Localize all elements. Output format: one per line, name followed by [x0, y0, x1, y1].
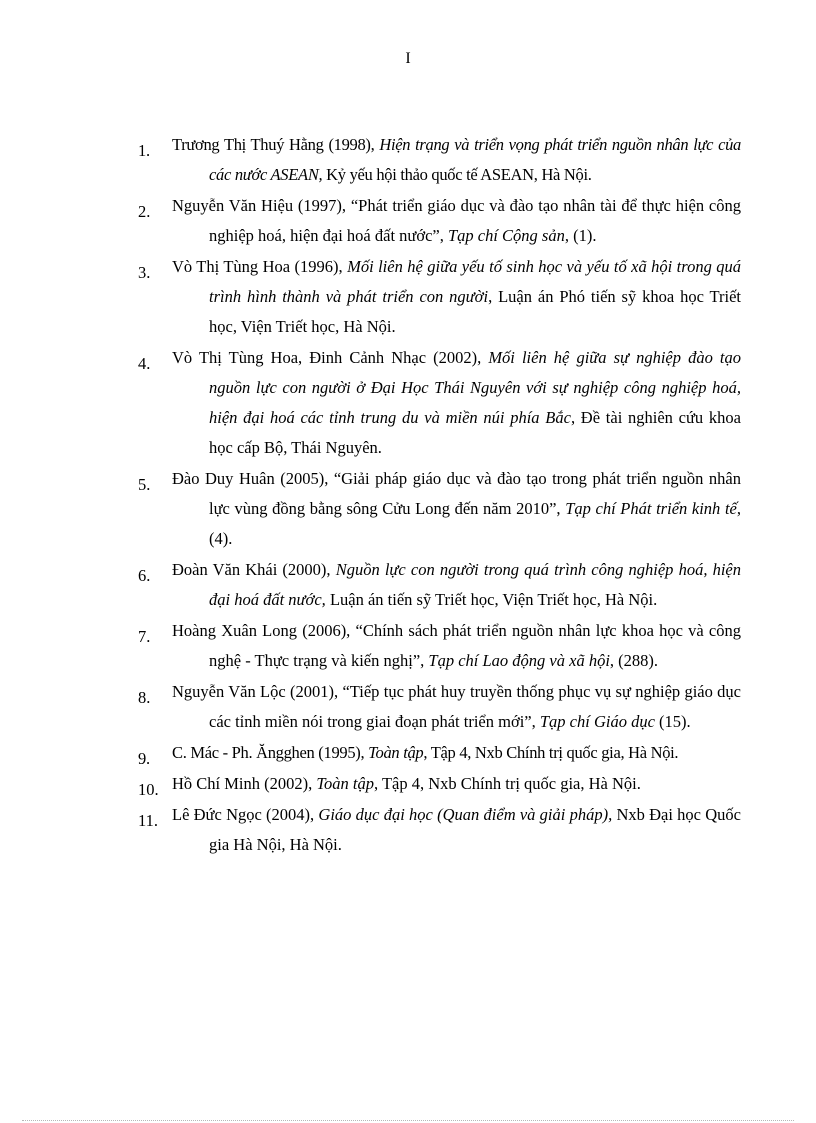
reference-segment: C. Mác - Ph. Ăngghen (1995),: [172, 743, 369, 762]
reference-item: [138, 191, 741, 251]
reference-segment: , Tập 4, Nxb Chính trị quốc gia, Hà Nội.: [374, 774, 641, 793]
reference-title: Mối liên hệ giữa yếu tố sinh học và yếu tố xã hội trong quá trình hình thành và phát triển con người: [209, 257, 741, 306]
reference-number: 9.: [138, 749, 150, 768]
reference-segment: Vò Thị Tùng Hoa, Đinh Cảnh Nhạc (2002),: [172, 348, 489, 367]
reference-segment: Lê Đức Ngọc (2004),: [172, 805, 319, 824]
reference-title: Mối liên hệ giữa sự nghiệp đào tạo nguồn lực con người ở Đại Học Thái Nguyên với sự nghiệp công nghiệp hoá, hiện đại hoá các tỉnh trung du và miền núi phía Bắc: [209, 348, 741, 427]
reference-number: 5.: [138, 475, 151, 494]
reference-text: [138, 800, 741, 860]
reference-segment: Nguyễn Văn Lộc (2001), “Tiếp tục phát huy truyền thống phục vụ sự nghiệp giáo dục các tỉnh miền nói trong giai đoạn phát triển mới”,: [172, 682, 741, 731]
reference-text: [138, 555, 741, 615]
reference-item: [138, 738, 741, 768]
reference-number: 2.: [138, 202, 151, 221]
reference-title: Nguồn lực con người trong quá trình công nghiệp hoá, hiện đại hoá đất nước,: [209, 560, 742, 609]
reference-segment: , (4).: [209, 499, 741, 548]
reference-item: [138, 130, 741, 190]
reference-number: 4.: [138, 354, 151, 373]
reference-number: 8.: [138, 688, 151, 707]
reference-title: Tạp chí Cộng sản: [447, 226, 565, 245]
reference-segment: Đào Duy Huân (2005), “Giải pháp giáo dục và đào tạo trong phát triển nguồn nhân lực vùng đồng bằng sông Cửu Long đến năm 2010”,: [172, 469, 741, 518]
reference-list: [138, 130, 741, 861]
reference-item: [138, 769, 741, 799]
reference-text: [138, 464, 741, 554]
reference-segment: Hồ Chí Minh (2002),: [172, 774, 317, 793]
reference-segment: Trương Thị Thuý Hằng (1998),: [172, 135, 380, 154]
reference-segment: Kỷ yếu hội thảo quốc tế ASEAN, Hà Nội.: [322, 165, 592, 184]
reference-item: [138, 343, 741, 463]
page-bottom-rule: [22, 1120, 794, 1121]
reference-title: Tạp chí Phát triển kinh tế: [565, 499, 737, 518]
reference-text: [138, 738, 741, 768]
reference-text: [138, 616, 741, 676]
reference-item: [138, 555, 741, 615]
reference-text: [138, 191, 741, 251]
reference-item: [138, 616, 741, 676]
reference-title: Toàn tập: [316, 774, 374, 793]
reference-number: 3.: [138, 263, 151, 282]
reference-segment: Hoàng Xuân Long (2006), “Chính sách phát triển nguồn nhân lực khoa học và công nghệ - Thực trạng và kiến nghị”,: [172, 621, 741, 670]
reference-text: [138, 769, 741, 799]
reference-segment: Vò Thị Tùng Hoa (1996),: [172, 257, 348, 276]
reference-segment: , Đề tài nghiên cứu khoa học cấp Bộ, Thái Nguyên.: [209, 408, 741, 457]
reference-number: 1.: [138, 141, 150, 160]
reference-segment: Đoàn Văn Khái (2000),: [172, 560, 336, 579]
reference-title: Toàn tập: [368, 743, 424, 762]
reference-number: 10.: [138, 780, 159, 799]
reference-segment: Nguyễn Văn Hiệu (1997), “Phát triển giáo dục và đào tạo nhân tài để thực hiện công nghiệp hoá, hiện đại hoá đất nước”,: [172, 196, 741, 245]
reference-number: 11.: [138, 811, 159, 830]
reference-segment: , (1).: [564, 226, 597, 245]
reference-number: 6.: [138, 566, 151, 585]
reference-title: Tạp chí Giáo dục: [539, 712, 655, 731]
page-number: I: [405, 50, 411, 67]
reference-segment: Luận án tiến sỹ Triết học, Viện Triết học, Hà Nội.: [325, 590, 658, 609]
reference-title: Tạp chí Lao động và xã hội: [428, 651, 610, 670]
reference-item: [138, 464, 741, 554]
reference-segment: (15).: [654, 712, 691, 731]
reference-item: [138, 252, 741, 342]
reference-title: Giáo dục đại học (Quan điểm và giải pháp),: [318, 805, 613, 824]
reference-segment: Nxb Đại học Quốc gia Hà Nội, Hà Nội.: [209, 805, 741, 854]
reference-text: [138, 677, 741, 737]
reference-text: [138, 252, 741, 342]
reference-segment: , (288).: [609, 651, 659, 670]
reference-item: [138, 800, 741, 860]
reference-segment: , Tập 4, Nxb Chính trị quốc gia, Hà Nội.: [423, 743, 679, 762]
reference-segment: , Luận án Phó tiến sỹ khoa học Triết học, Viện Triết học, Hà Nội.: [209, 287, 741, 336]
reference-text: [138, 130, 741, 190]
reference-text: [138, 343, 741, 463]
reference-number: 7.: [138, 627, 151, 646]
reference-item: [138, 677, 741, 737]
reference-title: Hiện trạng và triển vọng phát triển nguồn nhân lực của các nước ASEAN,: [209, 135, 742, 184]
